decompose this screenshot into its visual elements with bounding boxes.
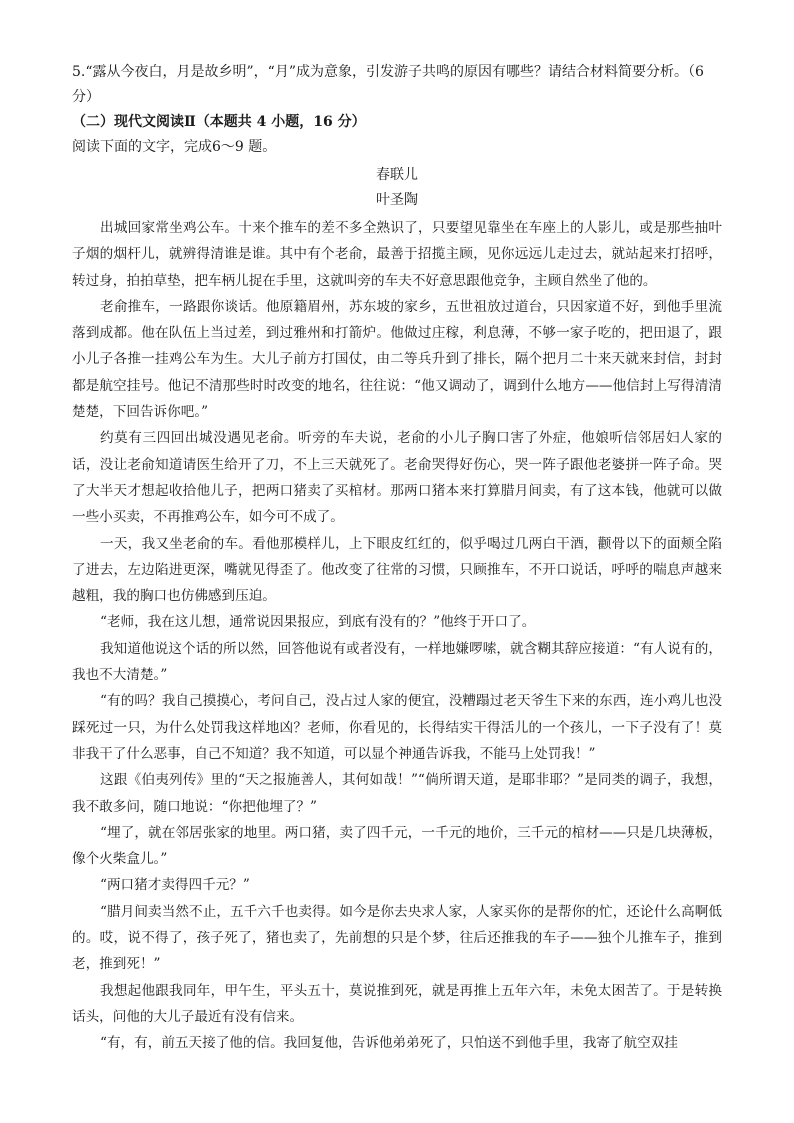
- question-5: 5.“露从今夜白，月是故乡明”，“月”成为意象，引发游子共鸣的原因有哪些？请结合材料简要分析。（6分）: [72, 64, 704, 105]
- paragraph: “埋了，就在邻居张家的地里。两口猪，卖了四千元，一千元的地价，三千元的棺材——只是几块薄板，像个火柴盒儿。”: [72, 824, 722, 868]
- paragraph: 一天，我又坐老俞的车。看他那模样儿，上下眼皮红红的，似乎喝过几两白干酒，颧骨以下的面颊全陷了进去，左边陷进更深，嘴就见得歪了。他改变了往常的习惯，只顾推车，不开口说话，呼呼的喘息声越来越粗，我的胸口也仿佛感到压迫。: [72, 535, 722, 605]
- paragraph: 约莫有三四回出城没遇见老俞。听旁的车夫说，老俞的小儿子胸口害了外症，他娘听信邻居妇人家的话，没让老俞知道请医生给开了刀，不上三天就死了。老俞哭得好伤心，哭一阵子跟他老婆拼一阵子命。哭了大半天才想起收拾他儿子，把两口猪卖了买棺材。那两口猪本来打算腊月间卖，有了这本钱，他就可以做一些小买卖，不再推鸡公车，如今可不成了。: [72, 430, 722, 526]
- reading-instruction: 阅读下面的文字，完成6～9 题。: [72, 139, 277, 155]
- article-body: [72, 215, 722, 1057]
- article-title: 春联儿: [376, 167, 418, 183]
- paragraph: “两口猪才卖得四千元？”: [100, 877, 250, 894]
- paragraph: 出城回家常坐鸡公车。十来个推车的差不多全熟识了，只要望见靠坐在车座上的人影儿，或是那些抽叶子烟的烟杆儿，就辨得清谁是谁。其中有个老俞，最善于招揽主顾，见你远远儿走过去，就站起来打招呼，转过身，拍拍草垫，把车柄儿捉在手里，这就叫旁的车夫不好意思跟他竞争，主顾自然坐了他的。: [72, 220, 722, 289]
- paragraph: “腊月间卖当然不止，五千六千也卖得。如今是你去央求人家，人家买你的是帮你的忙，还论什么高啊低的。哎，说不得了，孩子死了，猪也卖了，先前想的只是个梦，往后还推我的车子——独个儿推车子，推到老，推到死！”: [72, 903, 722, 973]
- paragraph: 我想起他跟我同年，甲午生，平头五十，莫说推到死，就是再推上五年六年，未免太困苦了。于是转换话头，问他的大儿子最近有没有信来。: [72, 982, 722, 1025]
- article-author: 叶圣陶: [376, 192, 418, 208]
- section-heading: （二）现代文阅读Ⅱ（本题共 4 小题，16 分）: [72, 114, 366, 130]
- paragraph: “老师，我在这儿想，通常说因果报应，到底有没有的？”他终于开口了。: [100, 614, 536, 631]
- paragraph: 老俞推车，一路跟你谈话。他原籍眉州，苏东坡的家乡，五世祖放过道台，只因家道不好，到他手里流落到成都。他在队伍上当过差，到过雅州和打箭炉。他做过庄稼，利息薄，不够一家子吃的，把田退了，跟小儿子各推一挂鸡公车为生。大儿子前方打国仗，由二等兵升到了排长，隔个把月二十来天就来封信，封封都是航空挂号。他记不清那些时时改变的地名，往往说：“他又调动了，调到什么地方——他信封上写得清清楚楚，下回告诉你吧。”: [72, 298, 722, 421]
- paragraph: 这跟《伯夷列传》里的“天之报施善人，其何如哉！”“倘所谓天道，是耶非耶？”是同类的调子，我想，我不敢多问，随口地说：“你把他埋了？”: [72, 772, 722, 815]
- paragraph: “有的吗？我自己摸摸心，考问自己，没占过人家的便宜，没糟蹋过老天爷生下来的东西，连小鸡儿也没踩死过一只，为什么处罚我这样地凶？老师，你看见的，长得结实干得活儿的一个孩儿，一下子没有了！莫非我干了什么恶事，自己不知道？我不知道，可以显个神通告诉我，不能马上处罚我！”: [72, 693, 722, 762]
- exam-page: [72, 60, 722, 1057]
- paragraph: “有，有，前五天接了他的信。我回复他，告诉他弟弟死了，只怕送不到他手里，我寄了航空双挂: [100, 1035, 678, 1052]
- paragraph: 我知道他说这个话的所以然，回答他说有或者没有，一样地嫌啰嗦，就含糊其辞应接道：“有人说有的，我也不大清楚。”: [72, 640, 722, 684]
